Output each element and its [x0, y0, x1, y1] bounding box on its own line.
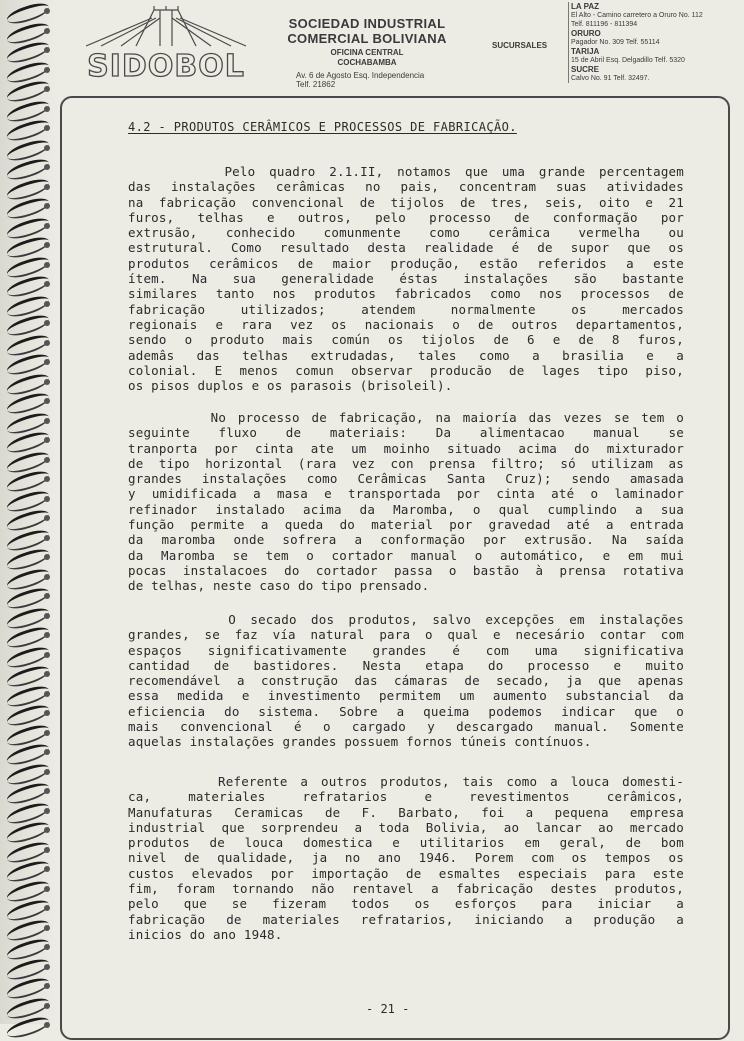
branch-phone: Telf. 811196 - 811394 — [571, 21, 638, 28]
spiral-binding — [0, 0, 56, 1024]
binding-hole — [44, 359, 50, 365]
binding-hole — [44, 710, 50, 716]
company-name-line2: COMERCIAL BOLIVIANA — [287, 31, 447, 46]
paragraph — [128, 164, 684, 393]
text-line: de telhas, neste caso do tipo prensado. — [128, 578, 430, 594]
text-line: recomendável a construção das cámaras de secado, ja que apenas — [128, 673, 684, 689]
text-line: ca, materiales refratarios e revestimentos cerâmicos, — [128, 789, 684, 805]
binding-hole — [44, 262, 50, 268]
text-line: refinador instalado acima da Maromba, o qual cumplindo a sua — [128, 501, 684, 517]
company-name-line1: SOCIEDAD INDUSTRIAL — [288, 16, 446, 31]
binding-hole — [44, 145, 50, 151]
binding-hole — [44, 593, 50, 599]
text-line: pocas instalacoes do cortador passa o bastão à prensa rotativa — [128, 562, 684, 578]
text-line: sendo o produto mais común os tijolos de 6 e de 8 furos, — [128, 332, 684, 348]
binding-hole — [44, 1003, 50, 1009]
paragraph — [128, 410, 684, 594]
text-line: cantidad de bastidores. Nesta etapa do processo e muito — [128, 657, 684, 673]
text-line: da Maromba se tem o cortador manual o automático, e em mui — [128, 547, 684, 563]
binding-hole — [44, 164, 50, 170]
text-line: grandes instalações como Cerâmicas Santa Cruz); sendo amasada — [128, 471, 684, 487]
binding-hole — [44, 28, 50, 34]
text-line: Manufaturas Ceramicas de F. Barbato, foi a pequena empresa — [128, 804, 684, 820]
branches-label: SUCURSALES — [492, 41, 548, 50]
text-line: Referente a outros produtos, tais como a louca domesti- — [128, 774, 684, 789]
branch-address: El Alto - Camino carretero a Oruro No. 112 — [571, 12, 703, 19]
text-line: furos, telhas e outros, pelo processo de conformação por — [128, 209, 684, 225]
page-number: - 21 - — [366, 1002, 410, 1016]
binding-hole — [44, 47, 50, 53]
company-block — [278, 16, 456, 89]
binding-hole — [44, 769, 50, 775]
letterhead — [56, 0, 744, 96]
text-line: fabricação utilizados; atendem normalmente os mercados — [128, 301, 684, 317]
binding-hole — [44, 905, 50, 911]
branch-city: SUCRE — [571, 65, 600, 74]
binding-hole — [44, 535, 50, 541]
binding-hole — [44, 281, 50, 287]
text-line: colonial. E menos comun observar producão de lages tipo piso, — [128, 362, 684, 378]
branch-city: TARIJA — [571, 47, 600, 56]
branch-address: Pagador No. 309 Telf. 55114 — [571, 39, 660, 46]
binding-hole — [44, 983, 50, 989]
binding-hole — [44, 964, 50, 970]
binding-hole — [44, 203, 50, 209]
binding-hole — [44, 886, 50, 892]
branch-city: ORURO — [571, 29, 601, 38]
binding-hole — [44, 496, 50, 502]
text-line: estrutural. Como resultado desta realidade é de supor que os — [128, 240, 684, 256]
text-line: No processo de fabricação, na maioría das vezes se tem o — [128, 410, 684, 425]
text-line: produtos cerâmicos de maior produção, estão referidos a este — [128, 255, 684, 271]
binding-hole — [44, 944, 50, 950]
binding-hole — [44, 379, 50, 385]
text-line: inicios do ano 1948. — [128, 926, 283, 942]
text-line: ítem. Na sua generalidade éstas instalações são bastante — [128, 271, 684, 287]
binding-hole — [44, 67, 50, 73]
text-line: industrial que sorprendeu a toda Bolivia, ao lancar ao mercado — [128, 819, 684, 835]
binding-hole — [44, 340, 50, 346]
text-line: função permite a queda do material por gravedad até a entrada — [128, 517, 684, 533]
text-line: na fabricação convencional de tijolos de tres, seis, oito e 21 — [128, 194, 684, 210]
text-line: eficiencia do sistema. Sobre a queima podemos indicar que o — [128, 703, 684, 719]
binding-hole — [44, 457, 50, 463]
text-line: grandes, se faz vía natural para o qual e necesário contar com — [128, 627, 684, 643]
text-line: y umidificada a masa e transportada por cinta até o laminador — [128, 486, 684, 502]
text-line: aquelas instalações grandes possuem fornos túneis contínuos. — [128, 734, 592, 750]
binding-hole — [44, 788, 50, 794]
office-city: COCHABAMBA — [337, 58, 397, 67]
text-line: nivel de qualidade, ja no ano 1946. Porem com os tempos os — [128, 850, 684, 866]
binding-hole — [44, 866, 50, 872]
section-heading: 4.2 - PRODUTOS CERÂMICOS E PROCESSOS DE FABRICAÇÃO. — [128, 120, 517, 134]
office-address: Av. 6 de Agosto Esq. Independencia — [296, 71, 425, 80]
text-line: produtos de louca domestica e utilitarios em geral, de bom — [128, 835, 684, 851]
binding-hole — [44, 1022, 50, 1028]
binding-hole — [44, 437, 50, 443]
company-logo — [66, 6, 266, 88]
binding-hole — [44, 223, 50, 229]
binding-hole — [44, 476, 50, 482]
svg-text:SIDOBOL: SIDOBOL — [87, 49, 245, 84]
text-line: Pelo quadro 2.1.II, notamos que uma grande percentagem — [128, 164, 684, 179]
office-label: OFICINA CENTRAL — [330, 48, 404, 57]
binding-hole — [44, 574, 50, 580]
text-line: regionais e rara vez os nacionais o de outros departamentos, — [128, 316, 684, 332]
text-line: das instalações cerâmicas no pais, concentram suas atividades — [128, 179, 684, 195]
binding-hole — [44, 398, 50, 404]
text-line: extrusão, conhecido comunmente como cerâmica vermelha ou — [128, 225, 684, 241]
binding-hole — [44, 613, 50, 619]
text-line: tranporta por cinta ate um moinho situado acima do mixturador — [128, 440, 684, 456]
binding-hole — [44, 730, 50, 736]
text-line: fim, foram tornando não rentavel a fabricação destes produtos, — [128, 881, 684, 897]
binding-hole — [44, 632, 50, 638]
text-line: O secado dos produtos, salvo excepções em instalações — [128, 612, 684, 627]
text-line: essa medida e investimento permitem um aumento substancial da — [128, 688, 684, 704]
branch-city: LA PAZ — [571, 2, 599, 11]
paragraph — [128, 612, 684, 750]
binding-hole — [44, 184, 50, 190]
binding-hole — [44, 808, 50, 814]
text-line: mais convencional é o cargado y descargado manual. Somente — [128, 719, 684, 735]
binding-hole — [44, 515, 50, 521]
binding-hole — [44, 125, 50, 131]
binding-hole — [44, 827, 50, 833]
text-line: custos elevados por importação de esmaltes especiais para este — [128, 865, 684, 881]
paragraph — [128, 774, 684, 942]
text-line: seguinte fluxo de materiais: Da alimentacao manual se — [128, 425, 684, 441]
text-line: fabricação de materiales refratarios, iniciando a produção a — [128, 911, 684, 927]
text-line: da maromba onde sofrera a conformação por extrusão. Na saída — [128, 532, 684, 548]
branch-address: Calvo No. 91 Telf. 32497. — [571, 75, 650, 82]
binding-hole — [44, 554, 50, 560]
text-line: ademâs das telhas extrudadas, tales como a brasilia e a — [128, 347, 684, 363]
branches-list — [568, 2, 744, 83]
binding-hole — [44, 925, 50, 931]
text-line: similares tanto nos produtos fabricados como nos processos de — [128, 286, 684, 302]
binding-hole — [44, 749, 50, 755]
text-line: os pisos duplos e os parasois (brisoleil). — [128, 378, 453, 394]
binding-hole — [44, 106, 50, 112]
text-line: pelo que se fizeram todos os esforços para iniciar a — [128, 896, 684, 912]
office-phone: Telf. 21862 — [296, 80, 336, 89]
text-line: de tipo horizontal (rara vez con prensa filtro; só utilizam as — [128, 455, 684, 471]
binding-hole — [44, 418, 50, 424]
binding-hole — [44, 86, 50, 92]
branch-address: 15 de Abril Esq. Delgadillo Telf. 5320 — [571, 57, 685, 64]
text-line: espaços significativamente grandes é com uma significativa — [128, 642, 684, 658]
binding-hole — [44, 301, 50, 307]
binding-hole — [44, 320, 50, 326]
binding-hole — [44, 8, 50, 14]
binding-hole — [44, 847, 50, 853]
binding-hole — [44, 652, 50, 658]
binding-hole — [44, 242, 50, 248]
binding-hole — [44, 691, 50, 697]
binding-hole — [44, 671, 50, 677]
